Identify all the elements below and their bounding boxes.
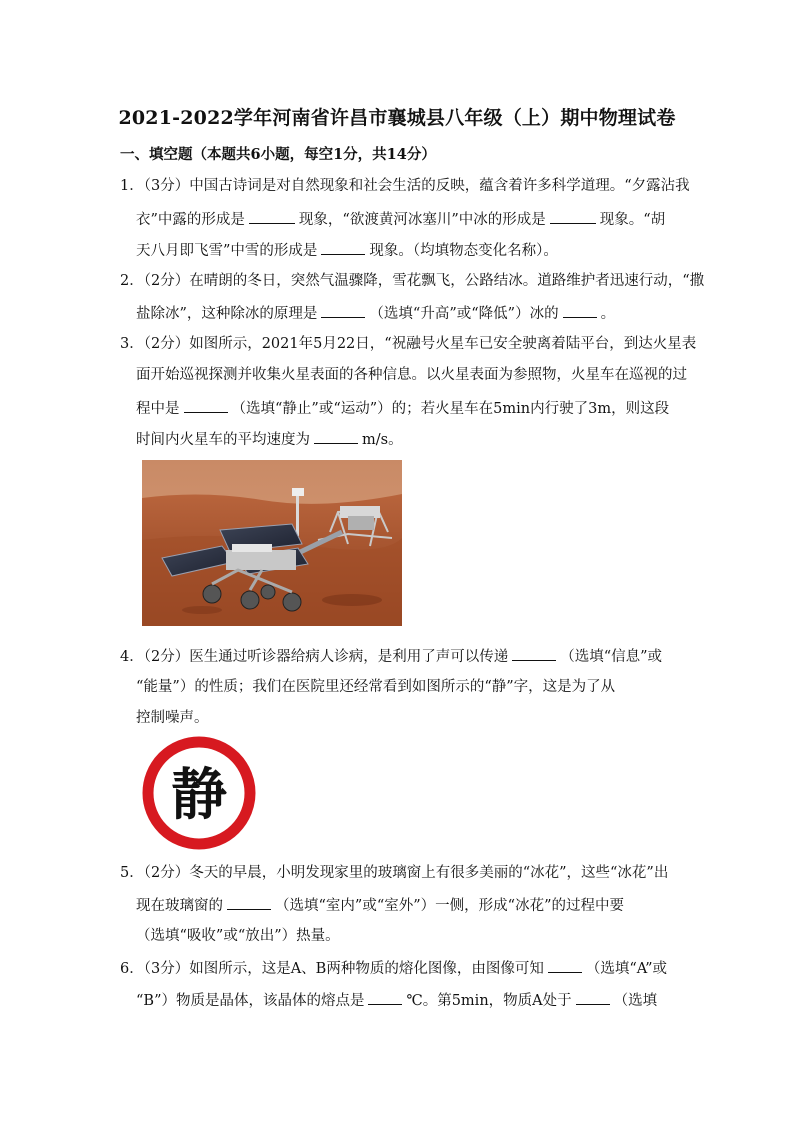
q5-line-1: 5．（2分）冬天的早晨，小明发现家里的玻璃窗上有很多美丽的“冰花”，这些“冰花”出 (120, 865, 669, 881)
section-heading: 一、填空题（本题共6小题，每空1分，共14分） (120, 146, 436, 163)
page-title: 2021-2022学年河南省许昌市襄城县八年级（上）期中物理试卷 (118, 107, 676, 129)
q6-line-1: 6．（3分）如图所示，这是A、B两种物质的熔化图像，由图像可知 （选填“A”或 (120, 957, 667, 979)
answer-blank (548, 957, 582, 973)
sign-character: 静 (171, 763, 227, 828)
q5-line-3: （选填“吸收”或“放出”）热量。 (136, 928, 340, 944)
mars-rover-image (142, 460, 402, 626)
answer-blank (227, 894, 271, 910)
q1-line-2: 衣”中露的形成是 现象，“欲渡黄河冰塞川”中冰的形成是 现象。“胡 (136, 208, 665, 230)
q5-line-2: 现在玻璃窗的 （选填“室内”或“室外”）一侧，形成“冰花”的过程中要 (136, 894, 624, 916)
q3-line-4: 时间内火星车的平均速度为 m/s。 (136, 428, 403, 450)
q6-line-2: “B”）物质是晶体，该晶体的熔点是 ℃。第5min，物质A处于 （选填 (136, 989, 657, 1011)
q3-line-2: 面开始巡视探测并收集火星表面的各种信息。以火星表面为参照物，火星车在巡视的过 (136, 367, 687, 383)
q2-line-2: 盐除冰”，这种除冰的原理是 （选填“升高”或“降低”）冰的 。 (136, 302, 615, 324)
q3-line-3: 程中是 （选填“静止”或“运动”）的；若火星车在5min内行驶了3m，则这段 (136, 397, 669, 419)
answer-blank (368, 989, 402, 1005)
answer-blank (184, 397, 228, 413)
quiet-sign-image (142, 736, 256, 850)
q4-line-2: “能量”）的性质；我们在医院里还经常看到如图所示的“静”字，这是为了从 (136, 679, 616, 695)
answer-blank (512, 645, 556, 661)
answer-blank (576, 989, 610, 1005)
answer-blank (314, 428, 358, 444)
q4-line-3: 控制噪声。 (136, 710, 209, 726)
q3-line-1: 3．（2分）如图所示，2021年5月22日，“祝融号火星车已安全驶离着陆平台，到达火星表 (120, 336, 697, 352)
answer-blank (321, 239, 365, 255)
answer-blank (550, 208, 596, 224)
q2-line-1: 2．（2分）在晴朗的冬日，突然气温骤降，雪花飘飞，公路结冰。道路维护者迅速行动，“撒 (120, 273, 705, 289)
answer-blank (249, 208, 295, 224)
q4-line-1: 4．（2分）医生通过听诊器给病人诊病，是利用了声可以传递 （选填“信息”或 (120, 645, 662, 667)
q1-line-1: 1．（3分）中国古诗词是对自然现象和社会生活的反映，蕴含着许多科学道理。“夕露沾我 (120, 178, 690, 194)
answer-blank (321, 302, 365, 318)
q1-line-3: 天八月即飞雪”中雪的形成是 现象。（均填物态变化名称）。 (136, 239, 558, 261)
answer-blank (563, 302, 597, 318)
